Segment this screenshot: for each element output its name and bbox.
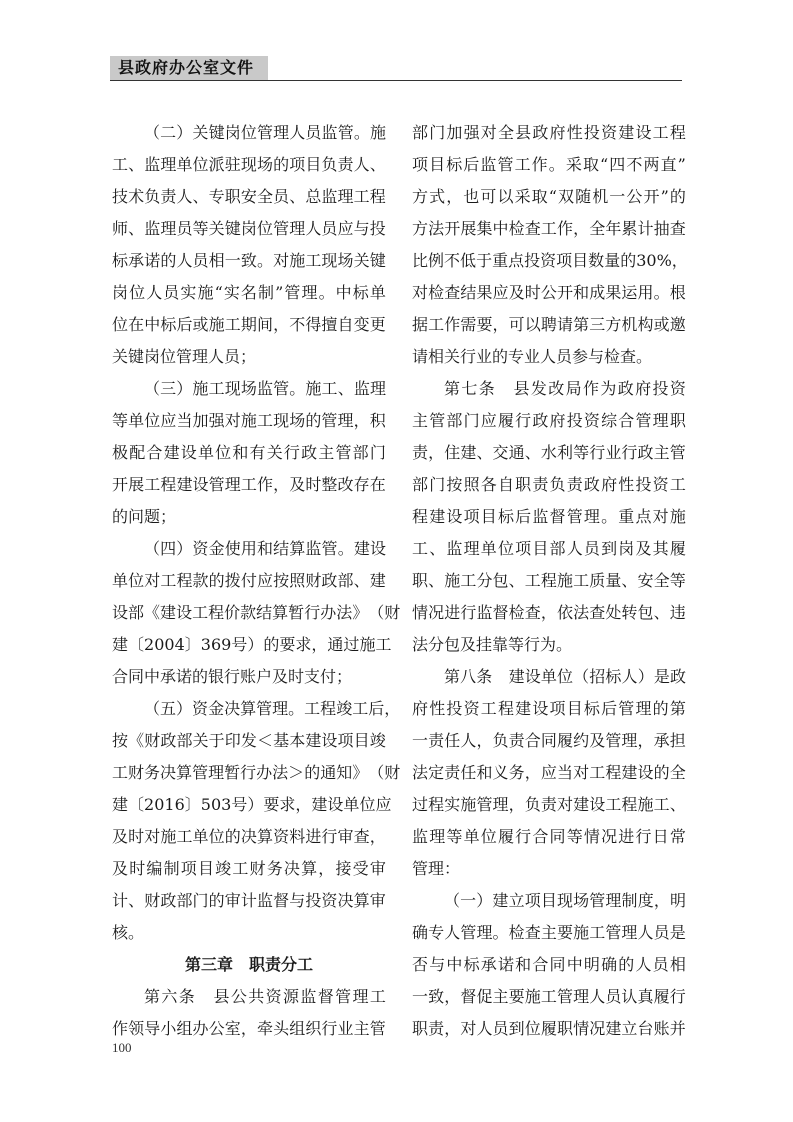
text-line: 岗 位 人 员 实 施 “ 实 名 制 ” 管 理 。 中 标 单 (112, 283, 386, 302)
text-line: 部 门 加 强 对 全 县 政 府 性 投 资 建 设 工 程 (412, 123, 686, 142)
text-line: 按 《 财 政 部 关 于 印 发 ＜ 基 本 建 设 项 目 竣 (112, 731, 386, 750)
text-line: 师 、 监 理 员 等 关 键 岗 位 管 理 人 员 应 与 投 (112, 219, 386, 238)
text-line: 及 时 对 施 工 单 位 的 决 算 资 料 进 行 审 查 ， (112, 827, 386, 846)
text-line: 位 在 中 标 后 或 施 工 期 间 ， 不 得 擅 自 变 更 (112, 315, 386, 334)
text-line: 关键岗位管理人员； (112, 347, 257, 366)
text-line: 等 单 位 应 当 加 强 对 施 工 现 场 的 管 理 ， 积 (112, 411, 386, 430)
text-line: （ 一 ） 建 立 项 目 现 场 管 理 制 度 ， 明 (444, 891, 686, 910)
text-line: 确 专 人 管 理 。 检 查 主 要 施 工 管 理 人 员 是 (412, 923, 686, 942)
text-line: 主 管 部 门 应 履 行 政 府 投 资 综 合 管 理 职 (412, 411, 686, 430)
text-line: 合同中承诺的银行账户及时支付； (112, 667, 353, 686)
text-line: 极 配 合 建 设 单 位 和 有 关 行 政 主 管 部 门 (112, 443, 386, 462)
text-line: 程 建 设 项 目 标 后 监 督 管 理 。 重 点 对 施 (412, 507, 686, 526)
text-line: 工 财 务 决 算 管 理 暂 行 办 法 ＞ 的 通 知 》 （ 财 (112, 763, 401, 782)
text-line: 部 门 按 照 各 自 职 责 负 责 政 府 性 投 资 工 (412, 475, 686, 494)
text-line: 监 理 等 单 位 履 行 合 同 等 情 况 进 行 日 常 (412, 827, 686, 846)
text-line: 过 程 实 施 管 理 ， 负 责 对 建 设 工 程 施 工 、 (412, 795, 686, 814)
text-line: （ 五 ） 资 金 决 算 管 理 。 工 程 竣 工 后 ， (144, 699, 401, 718)
text-line: 建 〔 2004 〕 369 号 ） 的 要 求 ， 通 过 施 工 (112, 635, 392, 654)
text-line: 第 八 条 建 设 单 位 （ 招 标 人 ） 是 政 (444, 667, 686, 686)
text-line: 责 ， 住 建 、 交 通 、 水 利 等 行 业 行 政 主 管 (412, 443, 686, 462)
text-line: 否 与 中 标 承 诺 和 合 同 中 明 确 的 人 员 相 (412, 955, 686, 974)
text-line: 职 责 ， 对 人 员 到 位 履 职 情 况 建 立 台 账 并 (412, 1019, 686, 1038)
text-line: 据 工 作 需 要 ， 可 以 聘 请 第 三 方 机 构 或 邀 (412, 315, 686, 334)
text-line: 一 致 ， 督 促 主 要 施 工 管 理 人 员 认 真 履 行 (412, 987, 686, 1006)
right-text-column (412, 117, 686, 1045)
text-line: 计 、 财 政 部 门 的 审 计 监 督 与 投 资 决 算 审 (112, 891, 386, 910)
text-line: 及 时 编 制 项 目 竣 工 财 务 决 算 ， 接 受 审 (112, 859, 386, 878)
document-header-title: 县政府办公室文件 (118, 58, 255, 77)
text-line: 请相关行业的专业人员参与检查。 (412, 347, 653, 366)
text-line: 开 展 工 程 建 设 管 理 工 作 ， 及 时 整 改 存 在 (112, 475, 386, 494)
text-line: 技 术 负 责 人 、 专 职 安 全 员 、 总 监 理 工 程 (112, 187, 386, 206)
text-line: 标 承 诺 的 人 员 相 一 致 。 对 施 工 现 场 关 键 (112, 251, 386, 270)
left-text-column (112, 117, 401, 1045)
text-line: 情 况 进 行 监 督 检 查 ， 依 法 查 处 转 包 、 违 (412, 603, 686, 622)
text-line: 府 性 投 资 工 程 建 设 项 目 标 后 管 理 的 第 (412, 699, 686, 718)
text-line: （ 二 ） 关 键 岗 位 管 理 人 员 监 管 。 施 (144, 123, 386, 142)
text-line: 比 例 不 低 于 重 点 投 资 项 目 数 量 的 30% ， (412, 251, 688, 270)
text-line: 设 部 《 建 设 工 程 价 款 结 算 暂 行 办 法 》 （ 财 (112, 603, 401, 622)
text-line: 管理： (412, 859, 461, 878)
text-line: 工 、 监 理 单 位 项 目 部 人 员 到 岗 及 其 履 (412, 539, 686, 558)
text-line: 作 领 导 小 组 办 公 室 ， 牵 头 组 织 行 业 主 管 (112, 1019, 386, 1038)
page-number: 100 (112, 1040, 132, 1055)
text-line: 对 检 查 结 果 应 及 时 公 开 和 成 果 运 用 。 根 (412, 283, 686, 302)
text-line: 第 七 条 县 发 改 局 作 为 政 府 投 资 (444, 379, 686, 398)
text-line: 核。 (112, 923, 145, 942)
text-line: 工 、 监 理 单 位 派 驻 现 场 的 项 目 负 责 人 、 (112, 155, 386, 174)
text-line: 法 定 责 任 和 义 务 ， 应 当 对 工 程 建 设 的 全 (412, 763, 686, 782)
text-line: （ 四 ） 资 金 使 用 和 结 算 监 管 。 建 设 (144, 539, 386, 558)
text-line: （ 三 ） 施 工 现 场 监 管 。 施 工 、 监 理 (144, 379, 386, 398)
text-line: 单 位 对 工 程 款 的 拨 付 应 按 照 财 政 部 、 建 (112, 571, 386, 590)
text-line: 建 〔 2016 〕 503 号 ） 要 求 ， 建 设 单 位 应 (112, 795, 392, 814)
header-rule (110, 80, 682, 81)
text-line: 一 责 任 人 ， 负 责 合 同 履 约 及 管 理 ， 承 担 (412, 731, 686, 750)
text-line: 法分包及挂靠等行为。 (412, 635, 573, 654)
text-line: 方 式 ， 也 可 以 采 取 “ 双 随 机 一 公 开 ” 的 (412, 187, 686, 206)
text-line: 方 法 开 展 集 中 检 查 工 作 ， 全 年 累 计 抽 查 (412, 219, 686, 238)
text-line: 的问题； (112, 507, 177, 526)
chapter-heading: 第三章 职责分工 (184, 955, 313, 974)
text-line: 第 六 条 县 公 共 资 源 监 督 管 理 工 (144, 987, 386, 1006)
text-line: 职 、 施 工 分 包 、 工 程 施 工 质 量 、 安 全 等 (412, 571, 686, 590)
text-line: 项 目 标 后 监 管 工 作 。 采 取 “ 四 不 两 直 ” (412, 155, 686, 174)
